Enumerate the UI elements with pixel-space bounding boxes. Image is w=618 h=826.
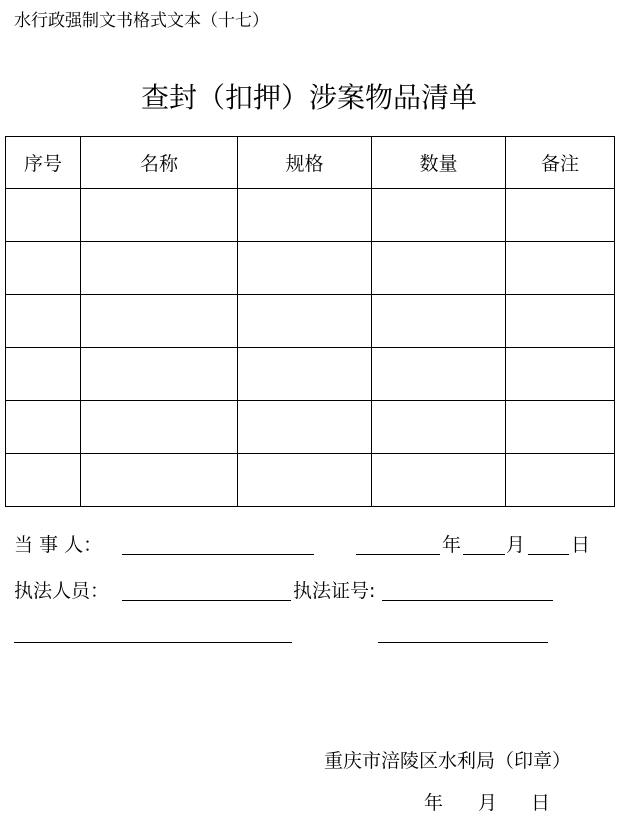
issuer-seal-line: 重庆市涪陵区水利局（印章） — [324, 750, 572, 772]
table-cell[interactable] — [6, 401, 81, 454]
table-cell[interactable] — [81, 242, 238, 295]
col-header-spec: 规格 — [238, 137, 372, 189]
party-blank[interactable] — [122, 554, 314, 555]
table-cell[interactable] — [506, 295, 615, 348]
table-cell[interactable] — [6, 242, 81, 295]
table-cell[interactable] — [506, 454, 615, 507]
footer-year-label: 年 — [424, 792, 444, 814]
extra-cert-blank[interactable] — [378, 642, 548, 643]
date-day-label: 日 — [571, 534, 591, 556]
table-cell[interactable] — [6, 348, 81, 401]
table-cell[interactable] — [506, 401, 615, 454]
table-cell[interactable] — [238, 454, 372, 507]
table-row — [6, 242, 615, 295]
table-cell[interactable] — [372, 401, 506, 454]
date-month-label: 月 — [506, 534, 526, 556]
cert-number-blank[interactable] — [382, 600, 553, 601]
officers-blank[interactable] — [122, 600, 291, 601]
table-cell[interactable] — [238, 348, 372, 401]
table-cell[interactable] — [238, 401, 372, 454]
seized-items-table — [5, 136, 615, 507]
table-cell[interactable] — [372, 348, 506, 401]
table-header-row — [6, 137, 615, 189]
table-cell[interactable] — [81, 295, 238, 348]
document-format-note: 水行政强制文书格式文本（十七） — [14, 11, 269, 31]
footer-day-label: 日 — [531, 792, 551, 814]
col-header-index: 序号 — [6, 137, 81, 189]
col-header-name: 名称 — [81, 137, 238, 189]
table-cell[interactable] — [81, 401, 238, 454]
extra-officer-blank[interactable] — [14, 642, 292, 643]
table-row — [6, 401, 615, 454]
party-label: 当 事 人： — [14, 534, 103, 556]
table-cell[interactable] — [81, 348, 238, 401]
document-title: 查封（扣押）涉案物品清单 — [140, 81, 477, 114]
table-cell[interactable] — [81, 189, 238, 242]
footer-month-label: 月 — [478, 792, 498, 814]
table-cell[interactable] — [506, 189, 615, 242]
table-row — [6, 189, 615, 242]
table-cell[interactable] — [6, 189, 81, 242]
date-year-blank[interactable] — [356, 554, 440, 555]
table-cell[interactable] — [238, 189, 372, 242]
table-row — [6, 295, 615, 348]
table-row — [6, 348, 615, 401]
table-cell[interactable] — [238, 242, 372, 295]
officers-label: 执法人员： — [14, 580, 110, 602]
col-header-quantity: 数量 — [372, 137, 506, 189]
cert-number-label: 执法证号: — [293, 580, 376, 602]
date-year-label: 年 — [442, 534, 462, 556]
table-cell[interactable] — [238, 295, 372, 348]
table-cell[interactable] — [372, 242, 506, 295]
col-header-remarks: 备注 — [506, 137, 615, 189]
table-cell[interactable] — [372, 189, 506, 242]
table-cell[interactable] — [506, 242, 615, 295]
table-cell[interactable] — [372, 295, 506, 348]
table-cell[interactable] — [6, 454, 81, 507]
table-row — [6, 454, 615, 507]
date-month-blank[interactable] — [463, 554, 505, 555]
table-cell[interactable] — [81, 454, 238, 507]
date-day-blank[interactable] — [528, 554, 569, 555]
table-cell[interactable] — [372, 454, 506, 507]
table-cell[interactable] — [506, 348, 615, 401]
table-cell[interactable] — [6, 295, 81, 348]
